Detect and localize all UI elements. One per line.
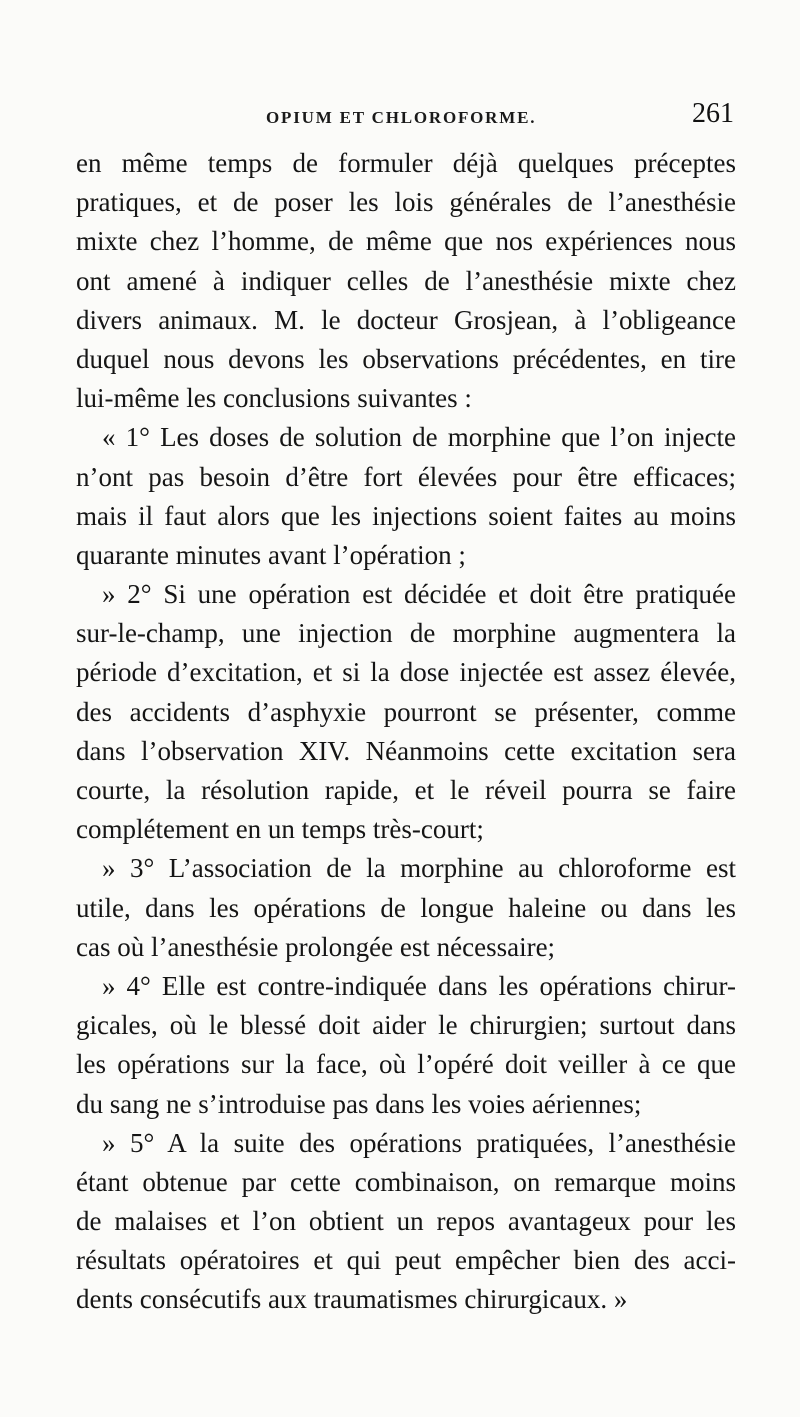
text-line: des accidents d’asphyxie pourront se présenter, comme bbox=[76, 696, 736, 727]
text-line: courte, la résolution rapide, et le réveil pourra se faire bbox=[76, 775, 736, 805]
text-line: lui-même les conclusions suivantes : bbox=[76, 383, 472, 414]
text-line: » 5° A la suite des opérations pratiquées, l’anesthésie bbox=[102, 1127, 736, 1158]
text-line: sur-le-champ, une injection de morphine augmentera la bbox=[76, 618, 736, 649]
text-line: n’ont pas besoin d’être fort élevées pour être efficaces; bbox=[76, 461, 736, 492]
text-line: gicales, où le blessé doit aider le chirurgien; surtout dans bbox=[76, 1010, 736, 1041]
text-line: divers animaux. M. le docteur Grosjean, à l’obligeance bbox=[76, 304, 736, 335]
text-line: résultats opératoires et qui peut empêcher bien des acci- bbox=[76, 1245, 736, 1276]
text-line: ont amené à indiquer celles de l’anesthésie mixte chez bbox=[76, 265, 736, 296]
text-line: utile, dans les opérations de longue haleine ou dans les bbox=[76, 892, 736, 923]
text-line: période d’excitation, et si la dose injectée est assez élevée, bbox=[76, 657, 736, 688]
text-line: cas où l’anesthésie prolongée est nécessaire; bbox=[76, 931, 556, 962]
text-line: » 4° Elle est contre-indiquée dans les opérations chirur- bbox=[102, 970, 736, 1001]
text-line: complétement en un temps très-court; bbox=[76, 814, 484, 845]
text-line: » 2° Si une opération est décidée et doit être pratiquée bbox=[102, 579, 736, 610]
text-line: dans l’observation XIV. Néanmoins cette excitation sera bbox=[76, 735, 736, 766]
body-text bbox=[76, 144, 736, 1320]
text-line: du sang ne s’introduise pas dans les voies aériennes; bbox=[76, 1088, 642, 1119]
running-title: OPIUM ET CHLOROFORME. bbox=[266, 108, 537, 127]
text-line: étant obtenue par cette combinaison, on remarque moins bbox=[76, 1166, 736, 1197]
text-line: les opérations sur la face, où l’opéré doit veiller à ce que bbox=[76, 1049, 736, 1080]
text-line: mixte chez l’homme, de même que nos expériences nous bbox=[76, 226, 736, 257]
text-line: quarante minutes avant l’opération ; bbox=[76, 539, 466, 570]
text-line: « 1° Les doses de solution de morphine que l’on injecte bbox=[102, 422, 736, 453]
text-line: » 3° L’association de la morphine au chloroforme est bbox=[102, 853, 736, 884]
text-line: en même temps de formuler déjà quelques préceptes bbox=[76, 148, 736, 178]
text-line: dents consécutifs aux traumatismes chirurgicaux. » bbox=[76, 1284, 628, 1315]
page-header bbox=[76, 100, 736, 140]
page-number: 261 bbox=[692, 98, 734, 129]
text-line: de malaises et l’on obtient un repos avantageux pour les bbox=[76, 1206, 736, 1237]
text-line: mais il faut alors que les injections soient faites au moins bbox=[76, 500, 736, 531]
text-line: pratiques, et de poser les lois générales de l’anesthésie bbox=[76, 187, 736, 218]
text-line: duquel nous devons les observations précédentes, en tire bbox=[76, 343, 736, 374]
